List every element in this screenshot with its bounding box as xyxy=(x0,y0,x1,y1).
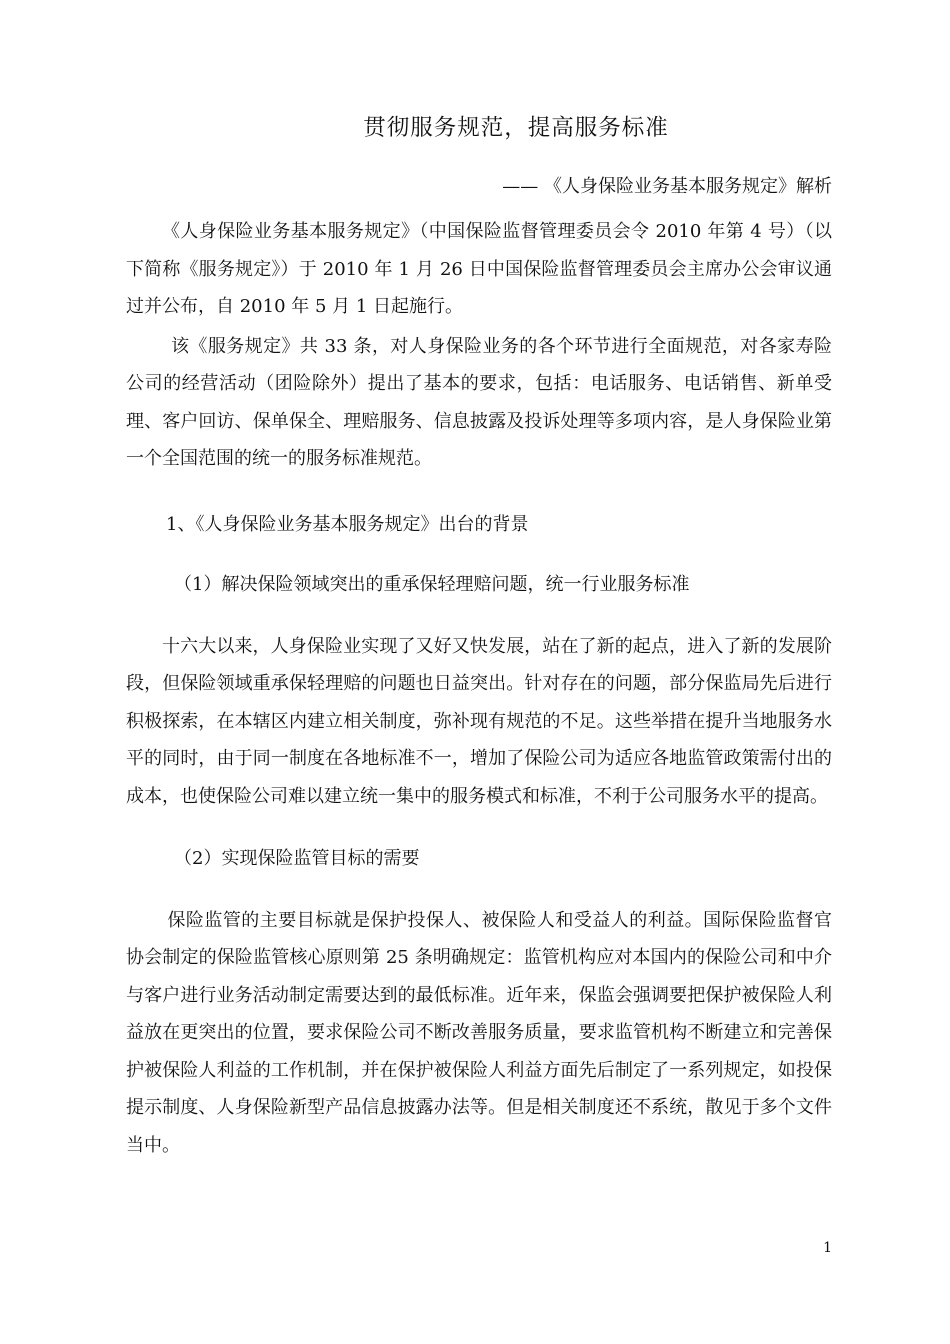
document-title: 贯彻服务规范，提高服务标准 xyxy=(363,115,669,141)
body-paragraph-2: 保险监管的主要目标就是保护投保人、被保险人和受益人的利益。国际保险监督官协会制定的保险监管核心原则第 25 条明确规定：监管机构应对本国内的保险公司和中介与客户进行业务活动制定需要达到的最低标准。近年来，保监会强调要把保护被保险人利益放在更突出的位置，要求保险公司不断改善服务质量，要求监管机构不断建立和完善保护被保险人利益的工作机制，并在保护被保险人利益方面先后制定了一系列规定，如投保提示制度、人身保险新型产品信息披露办法等。但是相关制度还不系统，散见于多个文件当中。 xyxy=(126,909,832,1156)
document-subtitle: —— 《人身保险业务基本服务规定》解析 xyxy=(502,176,832,197)
subsection-heading-1: （1）解决保险领域突出的重承保轻理赔问题，统一行业服务标准 xyxy=(174,574,690,595)
page-number: 1 xyxy=(823,1240,832,1256)
section-heading-background: 1、《人身保险业务基本服务规定》出台的背景 xyxy=(166,513,529,535)
body-paragraph-1: 十六大以来，人身保险业实现了又好又快发展，站在了新的起点，进入了新的发展阶段，但保险领域重承保轻理赔的问题也日益突出。针对存在的问题，部分保监局先后进行积极探索，在本辖区内建立相关制度，弥补现有规范的不足。这些举措在提升当地服务水平的同时，由于同一制度在各地标准不一，增加了保险公司为适应各地监管政策需付出的成本，也使保险公司难以建立统一集中的服务模式和标准，不利于公司服务水平的提高。 xyxy=(126,635,832,807)
subsection-heading-2: （2）实现保险监管目标的需要 xyxy=(174,848,420,869)
intro-paragraph-2: 该《服务规定》共 33 条，对人身保险业务的各个环节进行全面规范，对各家寿险公司的经营活动（团险除外）提出了基本的要求，包括：电话服务、电话销售、新单受理、客户回访、保单保全、理赔服务、信息披露及投诉处理等多项内容，是人身保险业第一个全国范围的统一的服务标准规范。 xyxy=(126,335,832,469)
intro-paragraph-1: 《人身保险业务基本服务规定》（中国保险监督管理委员会令 2010 年第 4 号）（以下简称《服务规定》）于 2010 年 1 月 26 日中国保险监督管理委员会主席办公会审议通过并公布，自 2010 年 5 月 1 日起施行。 xyxy=(126,221,832,317)
document-body xyxy=(126,213,832,1164)
